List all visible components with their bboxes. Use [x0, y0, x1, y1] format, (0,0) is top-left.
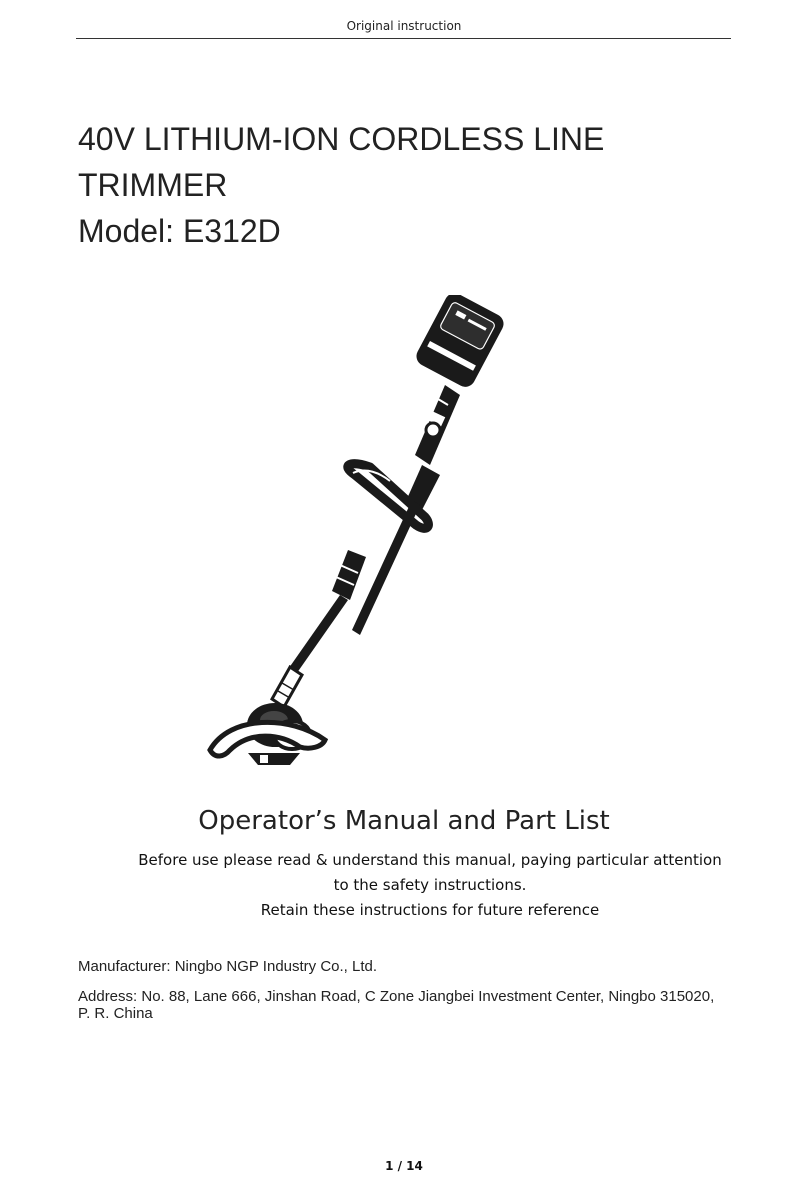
intro-line-1: Before use please read & understand this manual, paying particular attention: [138, 851, 722, 869]
manufacturer-name: Manufacturer: Ningbo NGP Industry Co., Ltd.: [78, 958, 378, 975]
title-line-1: 40V LITHIUM-ION CORDLESS LINE: [78, 121, 605, 157]
model-number: Model: E312D: [78, 213, 281, 249]
intro-text: [120, 848, 740, 923]
intro-line-3: Retain these instructions for future reference: [260, 901, 600, 919]
battery-pack: [413, 295, 507, 390]
page-number: 1 / 14: [385, 1159, 423, 1173]
title-line-2: TRIMMER: [78, 167, 228, 203]
manufacturer-address: Address: No. 88, Lane 666, Jinshan Road, C Zone Jiangbei Investment Center, Ningbo 315020, P. R. China: [78, 988, 715, 1022]
manual-heading: Operator’s Manual and Part List: [198, 806, 610, 836]
line-trimmer-drawing: [190, 295, 530, 795]
header-label: Original instruction: [346, 19, 462, 33]
header-divider: [76, 38, 731, 39]
intro-line-2: to the safety instructions.: [333, 876, 527, 894]
document-title: [78, 116, 758, 254]
